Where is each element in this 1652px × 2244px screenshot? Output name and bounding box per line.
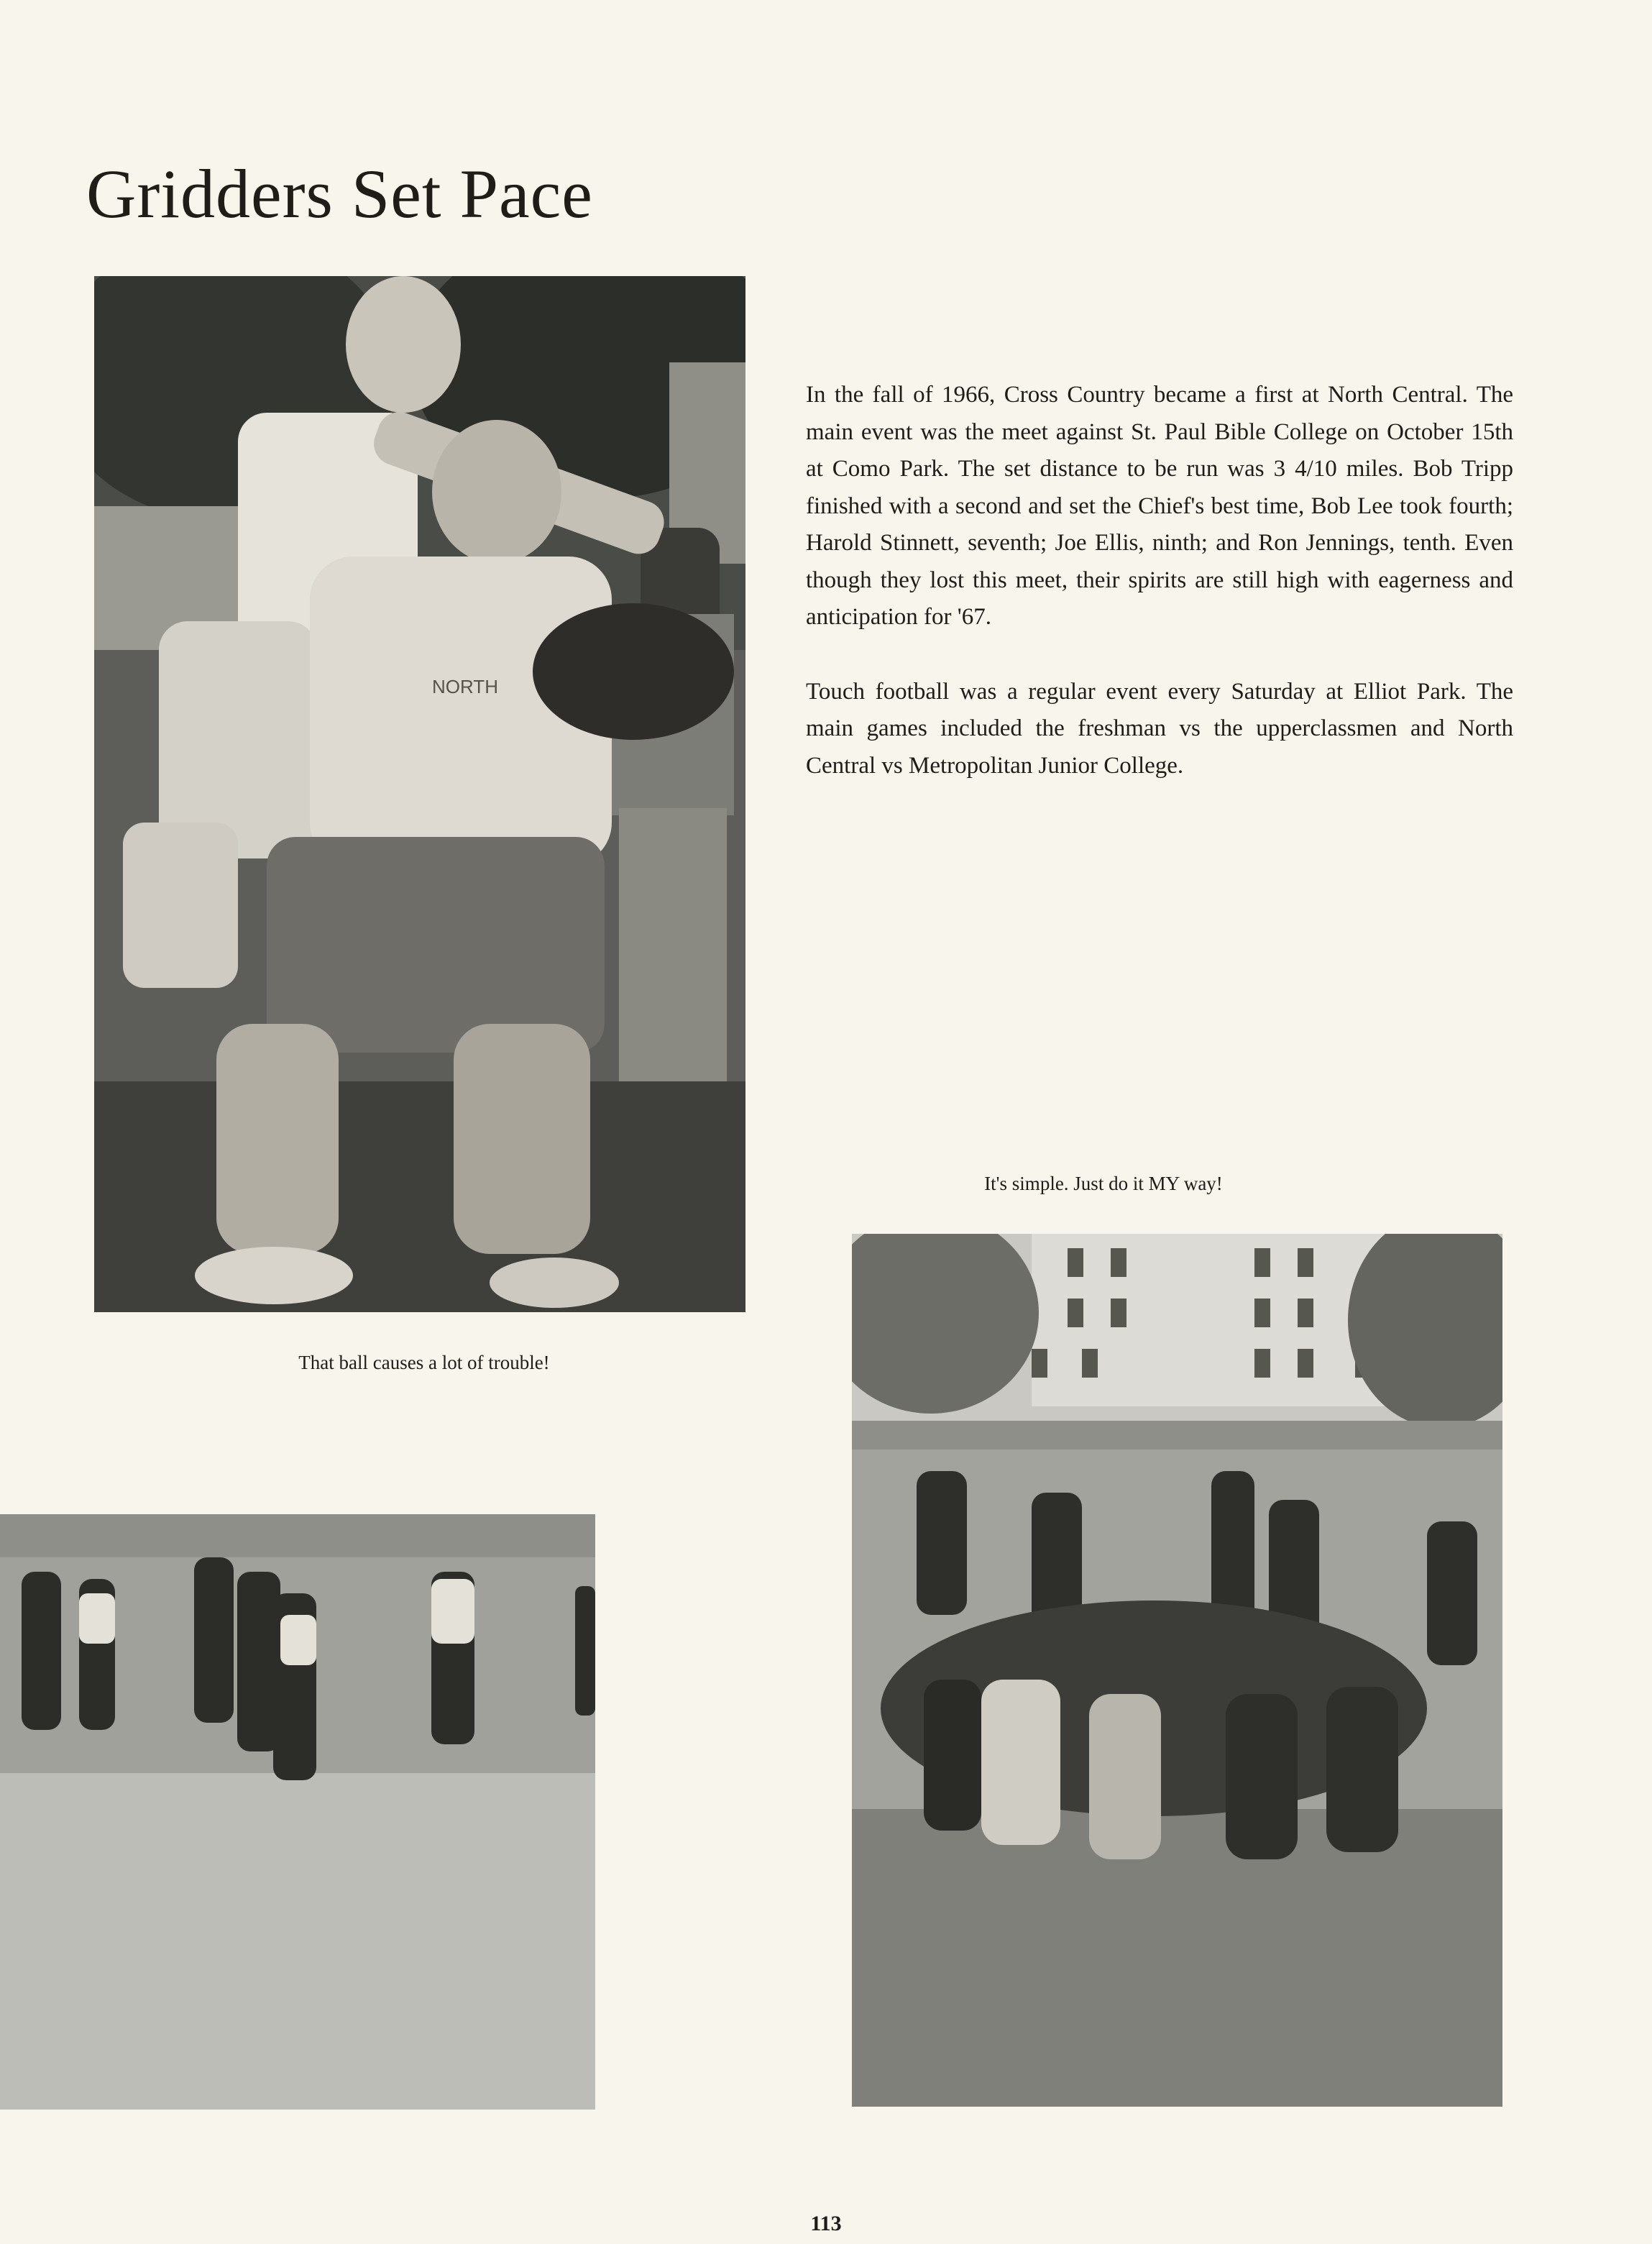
page-number: 113 bbox=[810, 2212, 842, 2235]
shirt-lettering: NORTH bbox=[432, 676, 498, 697]
caption-catch: That ball causes a lot of trouble! bbox=[298, 1352, 550, 1373]
paragraph-cross-country: In the fall of 1966, Cross Country became a first at North Central. The main event was the meet against St. Paul Bible College on October 15th at Como Park. The set distance to be run was 3 4/10 miles. Bob Tripp finished with a second and set the Chief's best time, Bob Lee took fourth; Harold Stinnett, seventh; Joe Ellis, ninth; and Ron Jennings, tenth. Even though they lost this meet, their spirits are still high with eagerness and anticipation for '67. bbox=[806, 382, 1513, 630]
photo-running-play bbox=[0, 1514, 595, 2110]
photo-huddle bbox=[852, 1234, 1502, 2107]
photo-catch bbox=[94, 276, 745, 1312]
page-title: Gridders Set Pace bbox=[86, 155, 593, 233]
paragraph-touch-football: Touch football was a regular event every Saturday at Elliot Park. The main games included the freshman vs the upperclassmen and North Central vs Metropolitan Junior College. bbox=[806, 678, 1513, 779]
caption-huddle: It's simple. Just do it MY way! bbox=[984, 1173, 1223, 1194]
article-body bbox=[806, 377, 1513, 784]
